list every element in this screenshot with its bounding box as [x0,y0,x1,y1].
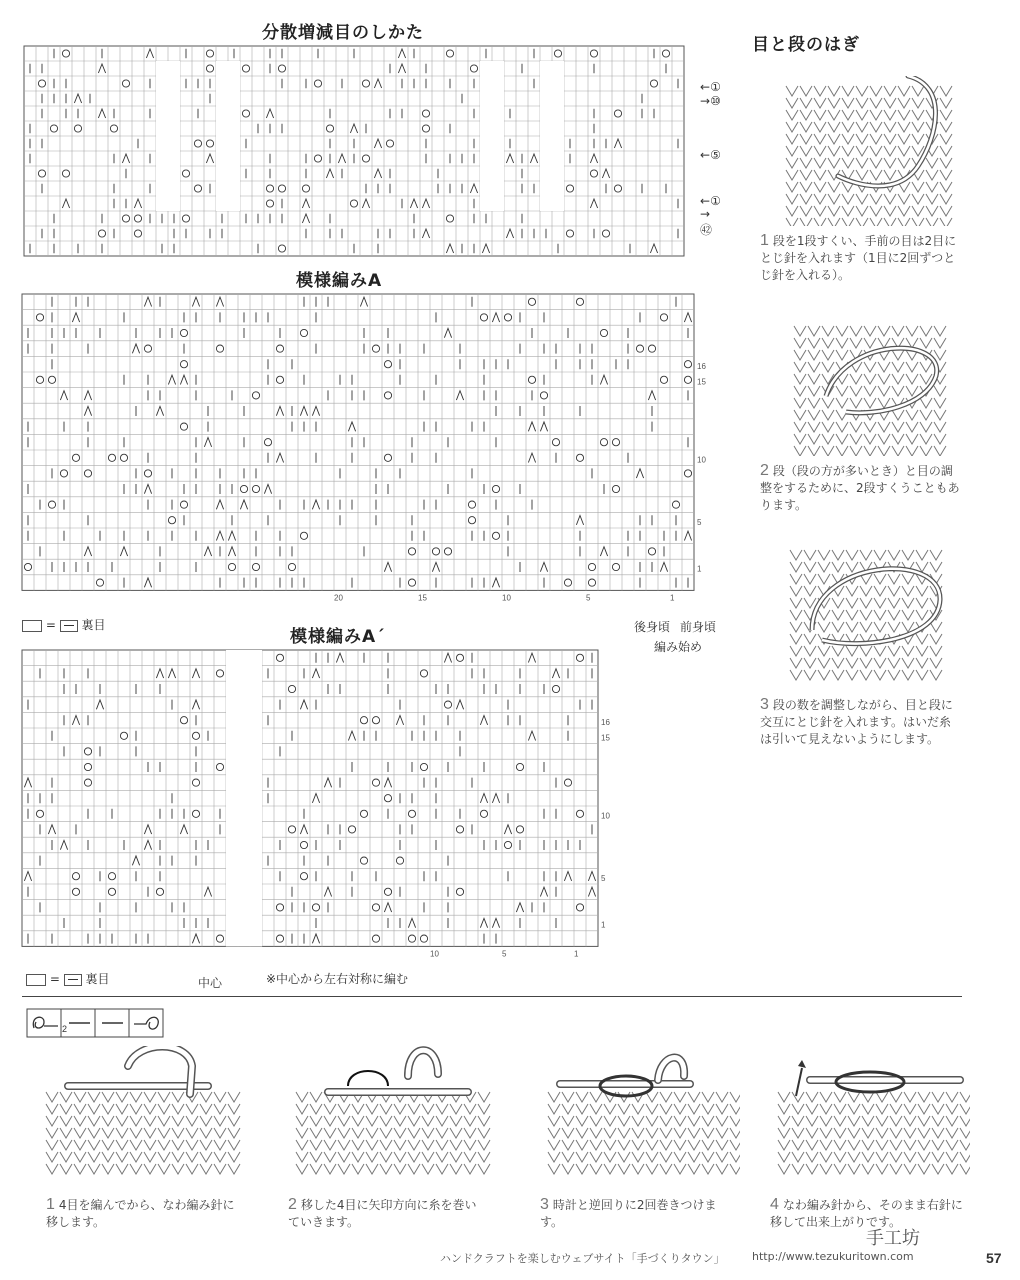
chart3-grid [20,648,620,964]
svg-text:10: 10 [502,593,511,603]
footer-url[interactable]: http://www.tezukuritown.com [752,1250,914,1263]
svg-text:5: 5 [601,873,606,883]
start-label: 編み始め [654,640,703,654]
graft-step-3: 3 段の数を調整しながら、目と段に交互にとじ針を入れます。はいだ糸は引いて見えないようにします。 [760,696,953,746]
page-number: 57 [986,1250,1002,1266]
chart3-legend: = 裏目 [26,970,110,987]
svg-text:15: 15 [418,593,427,603]
svg-text:5: 5 [502,949,507,959]
svg-text:5: 5 [697,517,702,527]
chart2-legend: = 裏目 [22,616,106,633]
svg-text:1: 1 [670,593,675,603]
svg-text:16: 16 [601,717,610,727]
svg-text:10: 10 [697,455,706,465]
svg-text:1: 1 [574,949,579,959]
svg-text:10: 10 [601,811,610,821]
front-label: 前身頃 [680,620,717,634]
wrap-stitch-symbol [26,1008,164,1038]
graft-illustration-2 [786,316,952,456]
chart2-title: 模様編みA [296,271,383,291]
side-title: 目と段のはぎ [752,35,860,55]
legend-label: 裏目 [81,618,106,632]
svg-text:15: 15 [697,377,706,387]
wrap-illustration-2 [288,1046,498,1176]
chart2-grid [20,292,712,608]
svg-text:5: 5 [586,593,591,603]
wrap-illustration-4 [770,1046,970,1176]
knit-symbol [26,974,46,986]
svg-text:16: 16 [697,361,706,371]
wrap-step-2: 2 移した4目に矢印方向に糸を巻いていきます。 [288,1196,477,1229]
wrap-step-1: 1 4目を編んでから、なわ編み針に移します。 [46,1196,235,1229]
symmetry-note: ※中心から左右対称に編む [266,972,409,986]
chart1-grid [20,44,720,260]
graft-illustration-3 [782,540,952,686]
arrow-label-1b: ←① [700,194,721,208]
chart1-title: 分散増減目のしかた [262,23,424,43]
legend-label: 裏目 [85,972,110,986]
svg-text:10: 10 [430,949,439,959]
back-label: 後身頃 [634,620,671,634]
wrap-count: 2 [62,1024,68,1034]
graft-illustration-1 [778,76,954,226]
wrap-illustration-1 [38,1046,248,1176]
arrow-label-42: →㊷ [700,207,713,237]
wrap-step-4: 4 なわ編み針から、そのまま右針に移して出来上がりです。 [770,1196,963,1229]
watermark: 手工坊 [866,1228,920,1249]
svg-text:1: 1 [697,564,702,574]
arrow-label-5: ←⑤ [700,148,721,162]
purl-symbol [64,974,82,986]
graft-step-1: 1 段を1段すくい、手前の目は2目にとじ針を入れます（1目に2回ずつとじ針を入れる）。 [760,232,957,282]
chart3-title: 模様編みA´ [290,627,386,647]
svg-text:20: 20 [334,593,343,603]
footer-site-text: ハンドクラフトを楽しむウェブサイト「手づくりタウン」 [440,1252,725,1265]
purl-symbol [60,620,78,632]
arrow-label-1: ←① [700,80,721,94]
knit-symbol [22,620,42,632]
svg-text:1: 1 [601,920,606,930]
wrap-illustration-3 [540,1046,740,1176]
center-label: 中心 [198,976,223,990]
section-divider [22,996,962,997]
wrap-step-3: 3 時計と逆回りに2回巻きつけます。 [540,1196,717,1229]
arrow-label-10: →⑩ [700,94,721,108]
svg-text:15: 15 [601,733,610,743]
graft-step-2: 2 段（段の方が多いとき）と目の調整をするために、2段すくうこともあります。 [760,462,960,512]
